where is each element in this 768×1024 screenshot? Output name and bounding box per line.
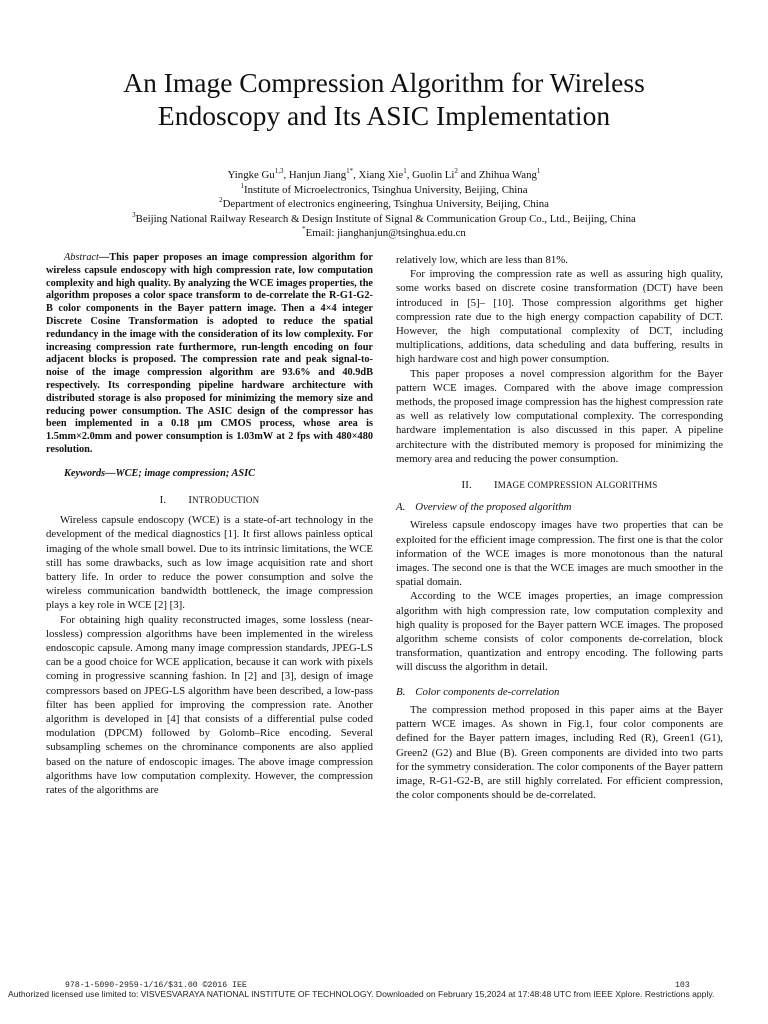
affiliation — [40, 197, 728, 212]
affiliation-mark: 1 — [240, 181, 244, 190]
page-number: 103 — [675, 981, 690, 990]
body-paragraph: The compression method proposed in this paper aims at the Bayer pattern WCE images. As shown in Fig.1, four color components are defined for the Bayer pattern images, including Red (R), Green1 (G1), Green2 (G2) and Blue (B). Green components are divided into two parts for the symmetry consideration. The color components of the Bayer pattern image, R-G1-G2-B, are still highly correlated. For efficient compression, the color components should be de-correlated. — [396, 703, 723, 802]
affiliation-mark: 3 — [132, 210, 136, 219]
abstract-body: —This paper proposes an image compression algorithm for wireless capsule endoscopy with high compression rate, low computation complexity and high quality. By analyzing the WCE images properties, the algorithm proposes a color space transform to de-correlate the R-G1-G2-B color components in the Bayer pattern image. Then a 4×4 integer Discrete Cosine Transformation is adopted to reduce the spatial redundancy in the image with the consideration of its low complexity. For increasing compression rate furthermore, run-length encoding on four adjacent blocks is proposed. The compression rate and peak signal-to-noise of the image compression algorithm are 93.6% and 40.9dB respectively. Its corresponding pipeline hardware architecture with distributed storage is also proposed for minimizing the memory size and reducing power consumption. The ASIC design of the compressor has been implemented in a 0.18 μm CMOS process, whose area is 1.5mm×2.0mm and power consumption is 1.03mW at 2 fps with 480×480 resolution. — [46, 252, 373, 455]
subsection-heading-overview — [396, 500, 723, 514]
author-affil-mark: 1 — [536, 166, 541, 175]
license-notice: Authorized licensed use limited to: VISVESVARAYA NATIONAL INSTITUTE OF TECHNOLOGY. Downloaded on February 15,2024 at 17:48:48 UTC from IEEE Xplore. Restrictions apply. — [8, 989, 715, 999]
keywords: Keywords—WCE; image compression; ASIC — [64, 467, 255, 479]
body-paragraph: Wireless capsule endoscopy images have two properties that can be exploited for the efficient image compression. The first one is that the color information of the WCE images is more monotonous than the natural images. The second one is that the WCE images are much smoother in the spatial domain. — [396, 519, 723, 589]
author-name: and Zhihua Wang — [457, 169, 537, 181]
author-block — [40, 168, 728, 241]
author-affil-mark: 1 — [403, 166, 407, 175]
body-paragraph: For obtaining high quality reconstructed images, some lossless (near-lossless) compression algorithms have been implemented in the wireless endoscopic capsule. Among many image compression standards, JPEG-LS can be a good choice for WCE application, because it can work with pixels coming in progressive scanning fashion. In [2] and [3], design of image compressors based on JPEG-LS algorithm have been described, a low-pass filter has been applied for improving the compression rate. Another algorithm is developed in [4] that consists of a differential pulse coded modulation (DPCM) followed by Golomb–Rice encoding. Several subsampling schemes on the chrominance components are also applied based on the nature of endoscopic images. The above image compression algorithms have low computation complexity. However, the compression rates of the algorithms are — [46, 613, 373, 797]
affiliation-text: Beijing National Railway Research & Design Institute of Signal & Communication Group Co., Ltd., Beijing, China — [135, 212, 636, 225]
body-paragraph: According to the WCE images properties, an image compression algorithm with high compression rate, low computation complexity and high quality is proposed for the Bayer pattern WCE images. The proposed algorithm scheme consists of color components de-correlation, block transformation, quantization and entropy encoding. The following parts will discuss the algorithm in detail. — [396, 590, 723, 674]
subsection-title: Color components de-correlation — [415, 685, 560, 698]
title-line-1: An Image Compression Algorithm for Wireless — [123, 67, 645, 98]
contact-email — [40, 226, 728, 241]
affiliation-mark: 2 — [219, 196, 223, 205]
body-paragraph: Wireless capsule endoscopy (WCE) is a state-of-art technology in the development of the medical diagnostics [1]. It first allows painless optical imaging of the whole small bowel. Due to its intrinsic limitations, the WCE still has some drawbacks, such as low image acquisition rate and short battery life. In order to reduce the power consumption and solve the wireless communication bandwidth bottleneck, the image compression plays a key role in WCE [2] [3]. — [46, 514, 373, 612]
subsection-number: B. — [396, 685, 406, 698]
affiliation-text: Institute of Microelectronics, Tsinghua University, Beijing, China — [243, 183, 528, 196]
affiliation — [40, 183, 728, 198]
author-affil-mark: 1* — [346, 166, 354, 175]
author-affil-mark: 1,3 — [274, 166, 284, 175]
section-title-initial: I — [188, 493, 193, 506]
paper-title — [40, 66, 728, 132]
copyright-line: 978-1-5090-2959-1/16/$31.00 ©2016 IEE — [65, 981, 247, 990]
email-text: Email: jianghanjun@tsinghua.edu.cn — [305, 227, 466, 240]
abstract — [46, 252, 373, 457]
affiliation-text: Department of electronics engineering, Tsinghua University, Beijing, China — [222, 198, 549, 211]
section-heading-introduction — [46, 493, 373, 507]
affiliation-mark: * — [302, 225, 306, 234]
author-name: , Xiang Xie — [353, 169, 404, 181]
subsection-heading-color — [396, 685, 723, 699]
author-affil-mark: 2 — [454, 166, 458, 175]
abstract-lead: Abstract — [64, 252, 99, 263]
section-title-rest-2: LGORITHMS — [603, 480, 658, 491]
left-column — [46, 252, 373, 797]
section-title-initial-2: A — [595, 479, 604, 492]
author-name: , Guolin Li — [406, 169, 455, 181]
author-name: , Hanjun Jiang — [283, 169, 347, 181]
author-name: Yingke Gu — [227, 169, 275, 181]
body-paragraph: This paper proposes a novel compression algorithm for the Bayer pattern WCE images. Compared with the above image compression methods, the proposed image compression has the highest compression rate as well as relatively low computational complexity. The corresponding hardware implementation is also discussed in this paper. A pipeline architecture with the distributed memory is proposed for minimizing the memory area and reducing the power consumption. — [396, 367, 723, 465]
section-title-initial: I — [493, 479, 498, 492]
affiliation — [40, 212, 728, 227]
section-title-rest: NTRODUCTION — [192, 494, 260, 505]
body-paragraph: For improving the compression rate as well as assuring high quality, some works based on discrete cosine transformation (DCT) have been introduced in [5]– [10]. Those compression algorithms get higher compression rate due to the high energy compaction capability of DCT. However, the high computational complexity of DCT, including multiplications, additions, data scheduling and data buffering, results in high hardware cost and high power consumption. — [396, 268, 723, 366]
author-list — [40, 168, 728, 183]
title-line-2: Endoscopy and Its ASIC Implementation — [157, 100, 611, 131]
body-paragraph: relatively low, which are less than 81%. — [396, 254, 568, 266]
section-number: II. — [461, 479, 472, 492]
section-heading-algorithms — [396, 478, 723, 492]
section-title-rest: MAGE COMPRESSION — [497, 480, 596, 491]
subsection-number: A. — [396, 501, 406, 514]
subsection-title: Overview of the proposed algorithm — [415, 501, 572, 514]
section-number: I. — [159, 493, 167, 506]
right-column — [396, 253, 723, 802]
